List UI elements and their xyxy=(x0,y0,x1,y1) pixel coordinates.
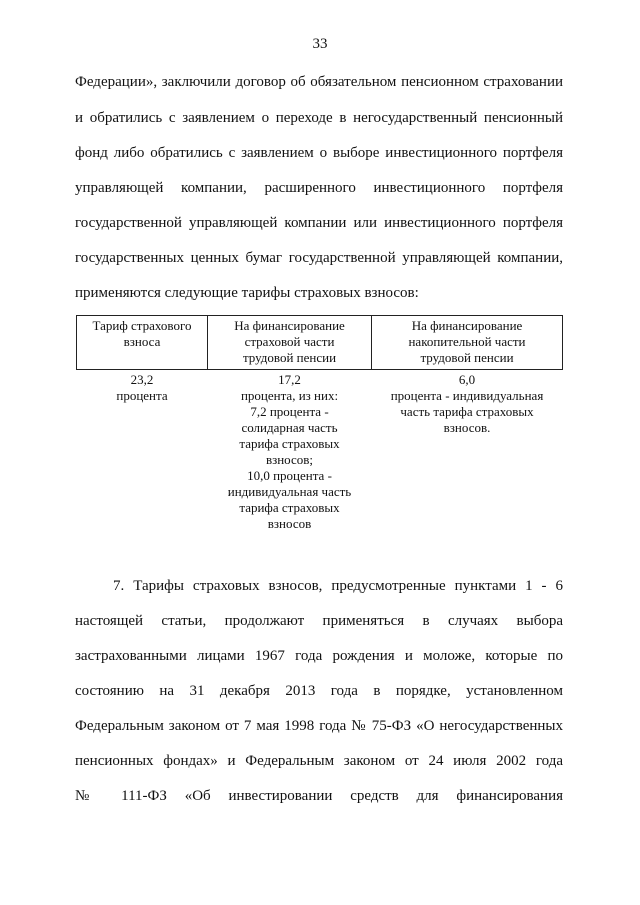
text-line: 7. Тарифы страховых взносов, предусмотренные пунктами 1 - 6 xyxy=(113,578,563,594)
text-line: настоящей статьи, продолжают применяться в случаях выбора xyxy=(75,613,563,629)
text-line: управляющей компании, расширенного инвестиционного портфеля xyxy=(75,180,563,196)
text-line: государственных ценных бумаг государственной управляющей компании, xyxy=(75,250,563,266)
text-line: государственной управляющей компании или инвестиционного портфеля xyxy=(75,215,563,231)
text-line: № 111-ФЗ «Об инвестировании средств для финансирования xyxy=(75,788,563,804)
table-header-row xyxy=(77,316,563,370)
header-tariff: Тариф страхового взноса xyxy=(77,316,208,370)
text-line: Федеральным законом от 7 мая 1998 года № 75-ФЗ «О негосударственных xyxy=(75,718,563,734)
cell-insurance-part: 17,2 процента, из них: 7,2 процента - солидарная часть тарифа страховых взносов; 10,0 процента - индивидуальная часть тарифа страховых взносов xyxy=(227,372,352,531)
table-row xyxy=(77,370,563,533)
text-line: Федерации», заключили договор об обязательном пенсионном страховании xyxy=(75,74,563,90)
header-funded-part: На финансирование накопительной части трудовой пенсии xyxy=(372,316,563,370)
text-line: фонд либо обратились с заявлением о выборе инвестиционного портфеля xyxy=(75,145,563,161)
header-insurance-part: На финансирование страховой части трудовой пенсии xyxy=(208,316,372,370)
text-line: застрахованными лицами 1967 года рождения и моложе, которые по xyxy=(75,648,563,664)
text-line: состоянию на 31 декабря 2013 года в порядке, установленном xyxy=(75,683,563,699)
text-line: и обратились с заявлением о переходе в негосударственный пенсионный xyxy=(75,110,563,126)
tariffs-table xyxy=(76,315,563,532)
text-line: пенсионных фондах» и Федеральным законом от 24 июля 2002 года xyxy=(75,753,563,769)
cell-funded-part: 6,0 процента - индивидуальная часть тарифа страховых взносов. xyxy=(390,372,544,435)
text-line: применяются следующие тарифы страховых взносов: xyxy=(75,285,419,301)
cell-tariff: 23,2 процента xyxy=(116,372,168,403)
page-number: 33 xyxy=(312,36,328,52)
